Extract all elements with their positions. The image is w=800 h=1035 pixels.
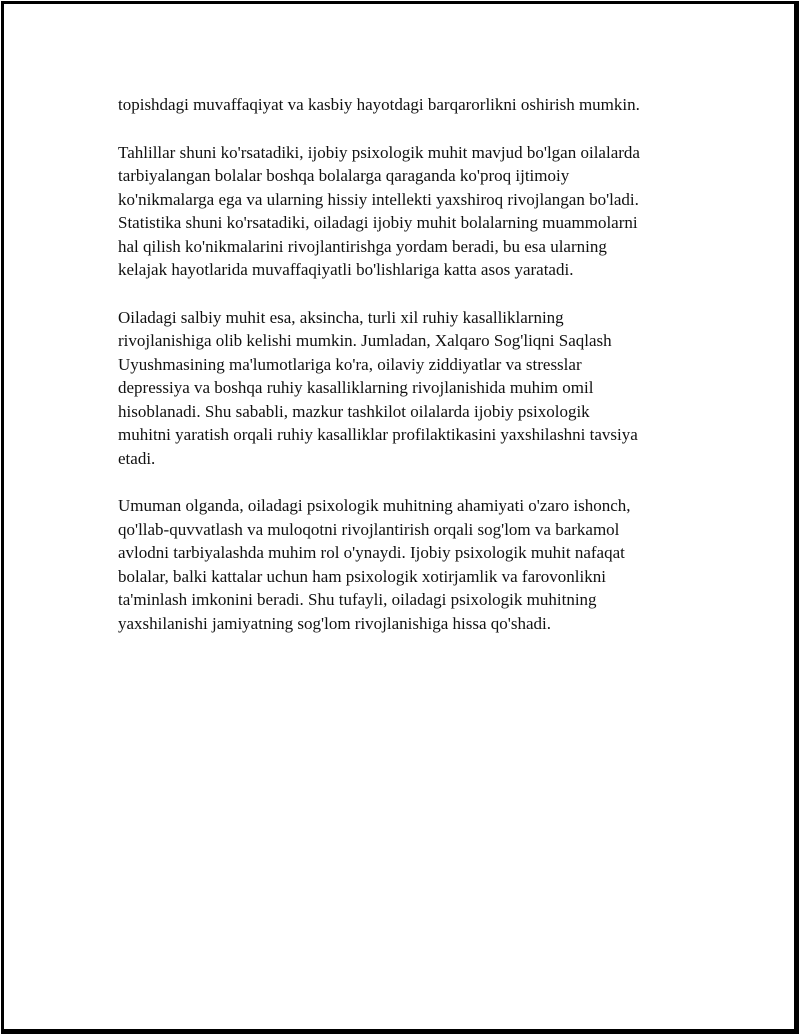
- paragraph-4: Umuman olganda, oiladagi psixologik muhitning ahamiyati o'zaro ishonch, qo'llab-quvvatlash va muloqotni rivojlantirish orqali sog'lom va barkamol avlodni tarbiyalashda muhim rol o'ynaydi. Ijobiy psixologik muhit nafaqat bolalar, balki kattalar uchun ham psixologik xotirjamlik va farovonlikni ta'minlash imkonini beradi. Shu tufayli, oiladagi psixologik muhitning yaxshilanishi jamiyatning sog'lom rivojlanishiga hissa qo'shadi.: [118, 496, 631, 633]
- document-body: [118, 93, 698, 659]
- document-page: [1, 1, 799, 1034]
- paragraph-2: Tahlillar shuni ko'rsatadiki, ijobiy psixologik muhit mavjud bo'lgan oilalarda tarbiyalangan bolalar boshqa bolalarga qaraganda ko'proq ijtimoiy ko'nikmalarga ega va ularning hissiy intellekti yaxshiroq rivojlangan bo'ladi. Statistika shuni ko'rsatadiki, oiladagi ijobiy muhit bolalarning muammolarni hal qilish ko'nikmalarini rivojlantirishga yordam beradi, bu esa ularning kelajak hayotlarida muvaffaqiyatli bo'lishlariga katta asos yaratadi.: [118, 142, 640, 279]
- paragraph-3: Oiladagi salbiy muhit esa, aksincha, turli xil ruhiy kasalliklarning rivojlanishiga olib kelishi mumkin. Jumladan, Xalqaro Sog'liqni Saqlash Uyushmasining ma'lumotlariga ko'ra, oilaviy ziddiyatlar va stresslar depressiya va boshqa ruhiy kasalliklarning rivojlanishida muhim omil hisoblanadi. Shu sababli, mazkur tashkilot oilalarda ijobiy psixologik muhitni yaratish orqali ruhiy kasalliklar profilaktikasini yaxshilashni tavsiya etadi.: [118, 307, 638, 468]
- paragraph-1: topishdagi muvaffaqiyat va kasbiy hayotdagi barqarorlikni oshirish mumkin.: [118, 95, 640, 114]
